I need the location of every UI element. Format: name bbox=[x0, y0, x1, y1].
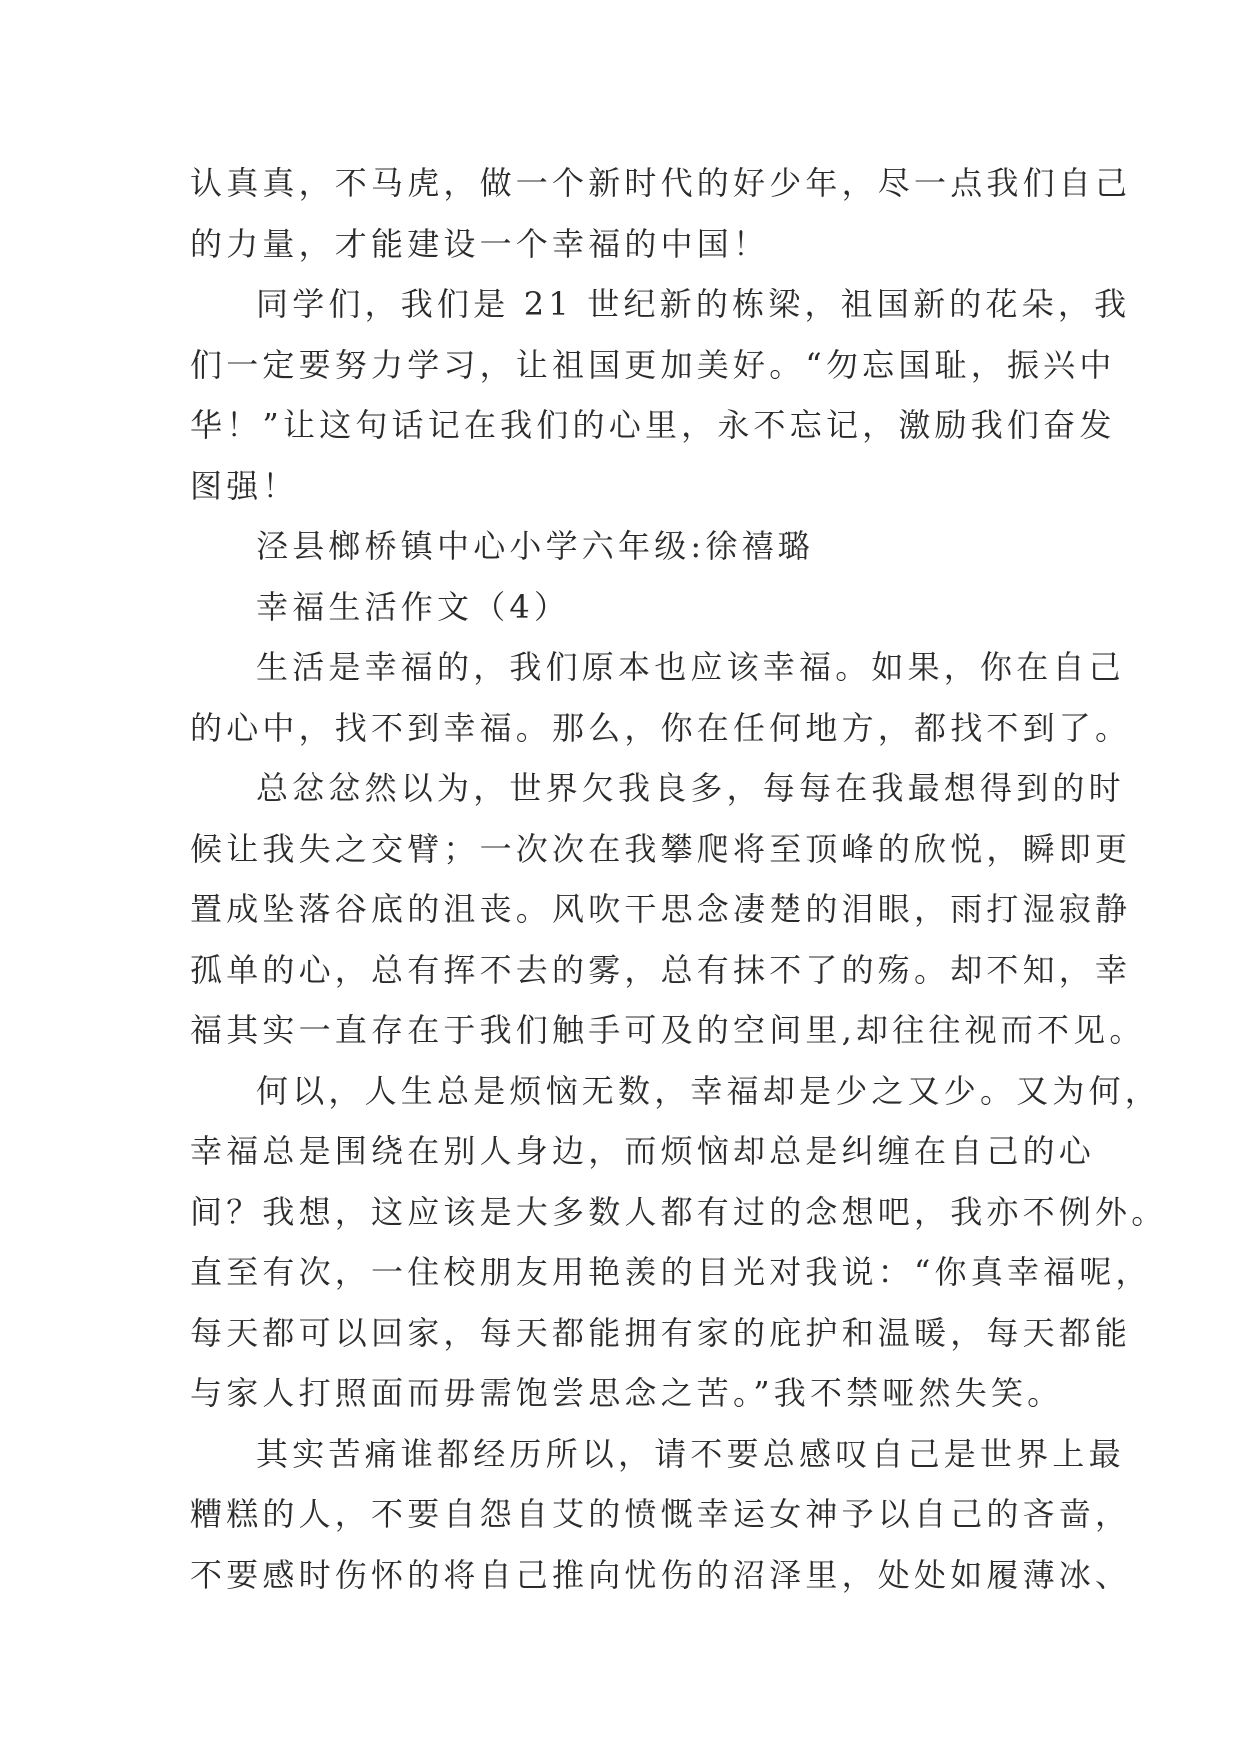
text-line: 糟糕的人，不要自怨自艾的愤慨幸运女神予以自己的吝啬， bbox=[190, 1495, 1132, 1533]
text-line: 其实苦痛谁都经历所以，请不要总感叹自己是世界上最 bbox=[256, 1434, 1125, 1473]
text-line: 间？我想，这应该是大多数人都有过的念想吧，我亦不例外。 bbox=[190, 1192, 1168, 1231]
text-line: 幸福生活作文（4） bbox=[256, 587, 571, 626]
text-line: 的力量，才能建设一个幸福的中国！ bbox=[190, 224, 770, 263]
text-line: 泾县榔桥镇中心小学六年级:徐禧璐 bbox=[256, 527, 814, 565]
text-line: 每天都可以回家，每天都能拥有家的庇护和温暖，每天都能 bbox=[190, 1313, 1132, 1352]
text-line: 总忿忿然以为，世界欠我良多，每每在我最想得到的时 bbox=[256, 769, 1125, 807]
text-line: 直至有次，一住校朋友用艳羡的目光对我说：“你真幸福呢， bbox=[190, 1253, 1152, 1291]
text-line: 何以，人生总是烦恼无数，幸福却是少之又少。又为何， bbox=[256, 1071, 1162, 1110]
text-line: 福其实一直存在于我们触手可及的空间里,却往往视而不见。 bbox=[190, 1011, 1146, 1049]
text-line: 孤单的心，总有挥不去的雾，总有抹不了的殇。却不知，幸 bbox=[190, 950, 1132, 989]
document-body bbox=[190, 153, 1168, 1605]
text-line: 幸福总是围绕在别人身边，而烦恼却总是纠缠在自己的心 bbox=[190, 1132, 1096, 1170]
text-line: 不要感时伤怀的将自己推向忧伤的沼泽里，处处如履薄冰、 bbox=[190, 1555, 1132, 1594]
text-line: 候让我失之交臂；一次次在我攀爬将至顶峰的欣悦，瞬即更 bbox=[190, 829, 1132, 868]
text-line: 华！”让这句话记在我们的心里，永不忘记，激励我们奋发 bbox=[190, 406, 1116, 444]
text-line: 生活是幸福的，我们原本也应该幸福。如果，你在自己 bbox=[256, 648, 1125, 686]
text-line: 的心中，找不到幸福。那么，你在任何地方，都找不到了。 bbox=[190, 708, 1132, 747]
text-line: 置成坠落谷底的沮丧。风吹干思念凄楚的泪眼，雨打湿寂静 bbox=[190, 890, 1132, 928]
text-line: 同学们，我们是 21 世纪新的栋梁，祖国新的花朵，我 bbox=[256, 285, 1131, 323]
text-line: 与家人打照面而毋需饱尝思念之苦。”我不禁哑然失笑。 bbox=[190, 1374, 1064, 1412]
text-line: 图强！ bbox=[190, 466, 299, 505]
text-line: 认真真，不马虎，做一个新时代的好少年，尽一点我们自己 bbox=[190, 164, 1132, 202]
text-line: 们一定要努力学习，让祖国更加美好。“勿忘国耻，振兴中 bbox=[190, 345, 1116, 384]
